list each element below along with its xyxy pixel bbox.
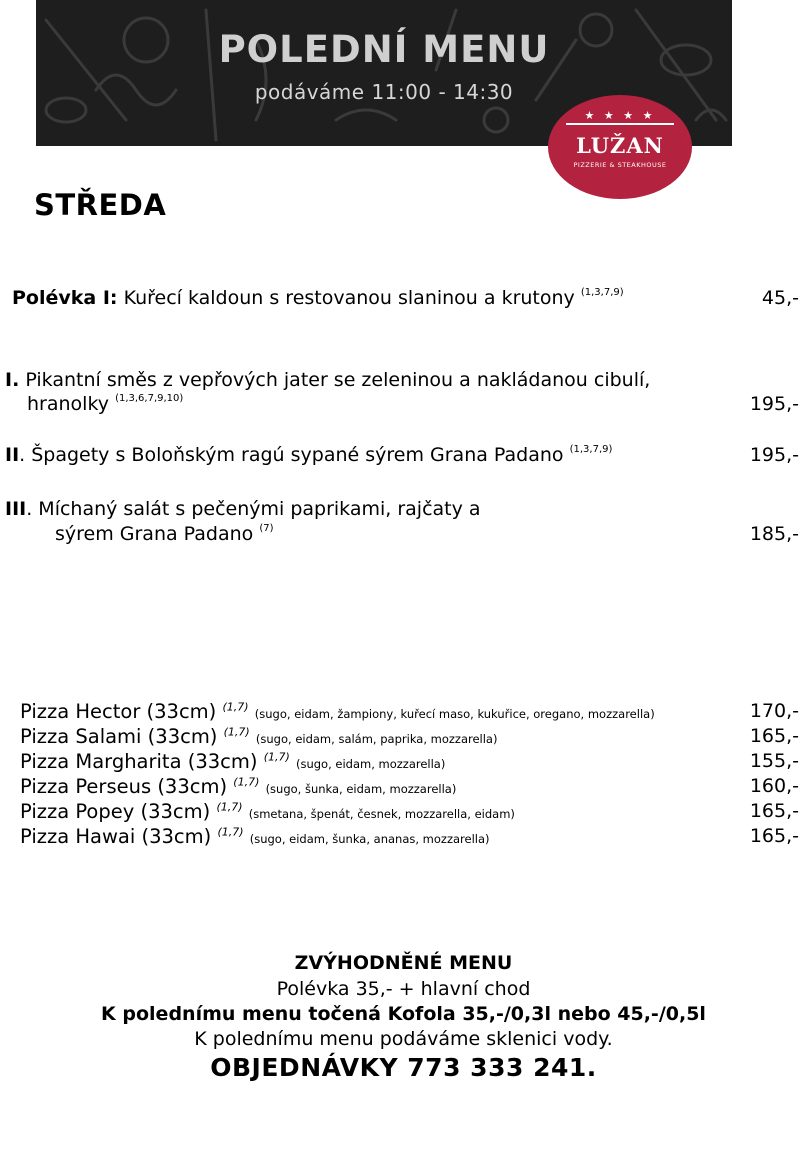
pizza-item (20, 700, 655, 723)
pizza-ingredients: (sugo, šunka, eidam, mozzarella) (265, 782, 457, 796)
main-1-allergens: (1,3,6,7,9,10) (115, 392, 184, 404)
main-2-number: II (5, 444, 20, 466)
main-2-name: . Špagety s Boloňským ragú sypané sýrem Grana Padano (19, 444, 564, 466)
main-3-allergens: (7) (259, 522, 274, 534)
main-item-1 (5, 369, 650, 391)
restaurant-logo (548, 95, 692, 199)
pizza-ingredients: (smetana, špenát, česnek, mozzarella, eidam) (248, 807, 515, 821)
pizza-price: 165,- (749, 725, 799, 747)
logo-roofline (566, 123, 674, 125)
soup-item (12, 287, 624, 309)
main-item-1-cont (27, 393, 183, 415)
pizza-ingredients: (sugo, eidam, žampiony, kuřecí maso, kukuřice, oregano, mozzarella) (254, 707, 655, 721)
pizza-price: 165,- (749, 825, 799, 847)
pizza-ingredients: (sugo, eidam, mozzarella) (295, 757, 446, 771)
pizza-allergens: (1,7) (233, 775, 260, 789)
soup-price: 45,- (761, 287, 799, 309)
pizza-item (20, 775, 456, 798)
menu-title: POLEDNÍ MENU (218, 28, 550, 71)
pizza-price: 170,- (749, 700, 799, 722)
soup-label: Polévka I: (12, 287, 118, 309)
pizza-allergens: (1,7) (217, 825, 244, 839)
main-2-allergens: (1,3,7,9) (569, 443, 613, 455)
logo-stars: ★ ★ ★ ★ (584, 109, 656, 122)
pizza-name: Pizza Hawai (33cm) (20, 825, 212, 848)
soup-allergens: (1,3,7,9) (580, 286, 624, 298)
main-1-number: I. (5, 369, 20, 391)
logo-tagline: PIZZERIE & STEAKHOUSE (573, 161, 667, 169)
main-item-2 (5, 444, 612, 466)
pizza-price: 155,- (749, 750, 799, 772)
pizza-item (20, 750, 445, 773)
pizza-name: Pizza Salami (33cm) (20, 725, 218, 748)
pizza-allergens: (1,7) (263, 750, 290, 764)
main-3-number: III (5, 498, 27, 520)
pizza-allergens: (1,7) (222, 700, 249, 714)
pizza-price: 160,- (749, 775, 799, 797)
main-1-price: 195,- (749, 393, 799, 415)
main-item-3 (5, 498, 481, 520)
main-item-3-cont (55, 523, 274, 545)
pizza-name: Pizza Margharita (33cm) (20, 750, 258, 773)
pizza-ingredients: (sugo, eidam, šunka, ananas, mozzarella) (249, 832, 490, 846)
special-menu-heading: ZVÝHODNĚNÉ MENU (294, 952, 513, 974)
serving-hours: podáváme 11:00 - 14:30 (254, 80, 514, 104)
orders-phone: OBJEDNÁVKY 773 333 241. (210, 1053, 597, 1082)
main-3-name: . Míchaný salát s pečenými paprikami, rajčaty a (26, 498, 481, 520)
pizza-name: Pizza Perseus (33cm) (20, 775, 228, 798)
special-menu-line-1: Polévka 35,- + hlavní chod (276, 978, 531, 1000)
logo-name: LUŽAN (576, 133, 664, 158)
main-2-price: 195,- (749, 444, 799, 466)
main-3-name-cont: sýrem Grana Padano (55, 523, 254, 545)
pizza-ingredients: (sugo, eidam, salám, paprika, mozzarella) (255, 732, 498, 746)
pizza-allergens: (1,7) (216, 800, 243, 814)
main-1-name-cont: hranolky (27, 393, 110, 415)
main-1-name: Pikantní směs z vepřových jater se zeleninou a nakládanou cibulí, (19, 369, 651, 391)
pizza-item (20, 825, 490, 848)
pizza-item (20, 725, 497, 748)
pizza-price: 165,- (749, 800, 799, 822)
main-3-price: 185,- (749, 523, 799, 545)
special-menu-line-2: K polednímu menu točená Kofola 35,-/0,3l nebo 45,-/0,5l (101, 1003, 706, 1025)
pizza-item (20, 800, 515, 823)
pizza-name: Pizza Popey (33cm) (20, 800, 211, 823)
day-heading: STŘEDA (34, 188, 167, 222)
soup-name: Kuřecí kaldoun s restovanou slaninou a krutony (123, 287, 575, 309)
pizza-allergens: (1,7) (223, 725, 250, 739)
pizza-name: Pizza Hector (33cm) (20, 700, 217, 723)
special-menu-line-3: K polednímu menu podáváme sklenici vody. (194, 1028, 613, 1050)
